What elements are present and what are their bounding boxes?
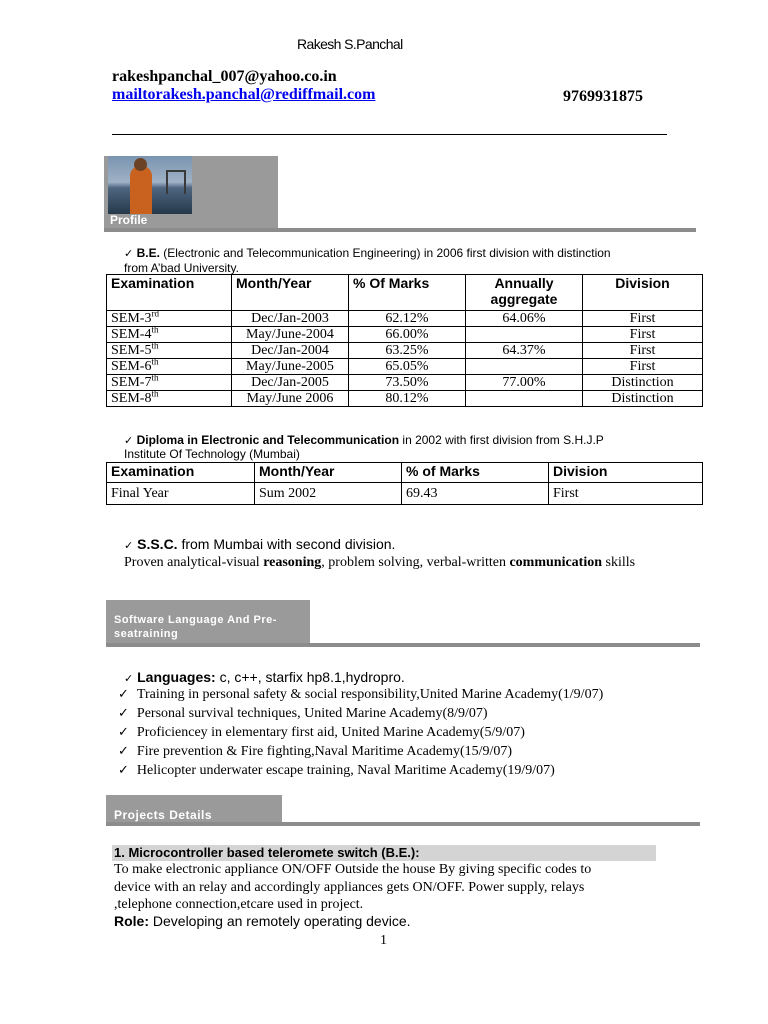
table-header: % of Marks [402,463,549,483]
projects-section-header [106,795,282,825]
training-item [118,687,603,703]
skills-text: , problem solving, verbal-written [321,555,510,570]
software-label-2: seatraining [114,628,179,640]
skills-text: Proven analytical-visual [124,555,264,570]
table-cell: Dec/Jan-2003 [232,311,349,327]
table-cell: 73.50% [349,375,466,391]
table-cell: SEM-7th [107,375,232,391]
email-primary: rakeshpanchal_007@yahoo.co.in [112,68,337,85]
page-number: 1 [380,933,387,948]
training-item [118,706,488,722]
table-cell: 66.00% [349,327,466,343]
be-text: (Electronic and Telecommunication Engineering) in 2006 first division with distinction [159,246,611,260]
diploma-marks-table [106,462,703,505]
diploma-text: in 2002 with first division from S.H.J.P [399,433,604,447]
table-cell: 64.37% [466,343,583,359]
training-text: Proficiencey in elementary first aid, United Marine Academy(5/9/07) [136,725,525,740]
table-row [107,375,703,391]
ssc-title: S.S.C. [137,536,178,552]
languages-line [124,669,405,685]
table-row [107,391,703,407]
skills-bold: reasoning [263,555,322,570]
profile-label: Profile [110,213,148,227]
table-cell: 65.05% [349,359,466,375]
table-cell: 64.06% [466,311,583,327]
training-text: Fire prevention & Fire fighting,Naval Maritime Academy(15/9/07) [136,744,513,759]
training-text: Helicopter underwater escape training, Naval Maritime Academy(19/9/07) [136,763,555,778]
ssc-text: from Mumbai with second division. [177,536,396,552]
table-cell: Dec/Jan-2005 [232,375,349,391]
checkmark-icon: ✓ [124,539,134,552]
project-1-title: 1. Microcontroller based teleromete switch (B.E.): [114,845,420,860]
checkmark-icon: ✓ [124,247,134,260]
training-item [118,744,512,760]
table-cell: First [583,311,703,327]
project-1-desc-3: ,telephone connection,etcare used in project. [114,897,364,912]
table-cell: SEM-4th [107,327,232,343]
table-cell: 62.12% [349,311,466,327]
be-title: B.E. [136,246,160,260]
table-cell: SEM-6th [107,359,232,375]
skills-bold: communication [509,555,603,570]
diploma-line-2: Institute Of Technology (Mumbai) [124,447,300,461]
checkmark-icon: ✓ [118,687,129,702]
table-row [107,343,703,359]
profile-photo [108,156,192,214]
role-text: Developing an remotely operating device. [149,913,411,929]
be-line-2: from A’bad University. [124,261,239,275]
be-marks-table [106,274,703,407]
table-cell: 77.00% [466,375,583,391]
table-cell: Dec/Jan-2004 [232,343,349,359]
table-row [107,483,703,505]
training-text: Personal survival techniques, United Marine Academy(8/9/07) [136,706,488,721]
candidate-name: Rakesh S.Panchal [297,36,403,52]
table-cell: First [583,359,703,375]
table-cell: First [583,327,703,343]
table-header: Month/Year [232,275,349,311]
checkmark-icon: ✓ [118,744,129,759]
table-cell: May/June 2006 [232,391,349,407]
profile-section-rule [104,228,696,232]
software-section-header [106,600,310,644]
table-cell: Final Year [107,483,255,505]
table-cell: Distinction [583,375,703,391]
languages-text: c, c++, starfix hp8.1,hydropro. [215,669,405,685]
table-cell [466,391,583,407]
table-cell: 63.25% [349,343,466,359]
table-cell: 80.12% [349,391,466,407]
software-section-rule [106,643,700,647]
skills-summary [124,555,635,571]
checkmark-icon: ✓ [118,725,129,740]
table-cell: 69.43 [402,483,549,505]
software-label-1: Software Language And Pre- [114,614,277,626]
table-cell: May/June-2004 [232,327,349,343]
project-1-desc-1: To make electronic appliance ON/OFF Outside the house By giving specific codes to [114,862,592,877]
email-secondary-link[interactable]: mailtorakesh.panchal@rediffmail.com [112,86,376,103]
training-text: Training in personal safety & social responsibility,United Marine Academy(1/9/07) [136,687,604,702]
role-label: Role: [114,913,149,929]
header-divider [112,134,667,135]
training-item [118,763,555,779]
table-cell: Sum 2002 [255,483,402,505]
diploma-title: Diploma in Electronic and Telecommunication [136,433,400,447]
skills-text: skills [602,555,636,570]
project-1-role [114,913,411,929]
table-header: Division [549,463,703,483]
table-cell [466,359,583,375]
table-header: % Of Marks [349,275,466,311]
languages-label: Languages: [137,669,216,685]
projects-section-rule [106,822,700,826]
table-row [107,311,703,327]
table-header: Examination [107,275,232,311]
table-header: Examination [107,463,255,483]
checkmark-icon: ✓ [124,672,134,685]
be-line [124,246,611,260]
table-header: Month/Year [255,463,402,483]
projects-label: Projects Details [114,808,213,822]
project-1-desc-2: device with an relay and accordingly appliances gets ON/OFF. Power supply, relays [114,880,585,895]
table-cell: May/June-2005 [232,359,349,375]
table-cell: Distinction [583,391,703,407]
table-cell: SEM-8th [107,391,232,407]
table-header: Annually aggregate [466,275,583,311]
diploma-line [124,433,604,447]
table-row [107,327,703,343]
checkmark-icon: ✓ [118,706,129,721]
training-item [118,725,525,741]
table-row [107,359,703,375]
checkmark-icon: ✓ [118,763,129,778]
ssc-line [124,536,395,552]
table-cell: First [549,483,703,505]
table-cell [466,327,583,343]
table-header: Division [583,275,703,311]
checkmark-icon: ✓ [124,434,134,447]
table-cell: SEM-5th [107,343,232,359]
table-cell: First [583,343,703,359]
table-cell: SEM-3rd [107,311,232,327]
phone-number: 9769931875 [563,88,643,105]
